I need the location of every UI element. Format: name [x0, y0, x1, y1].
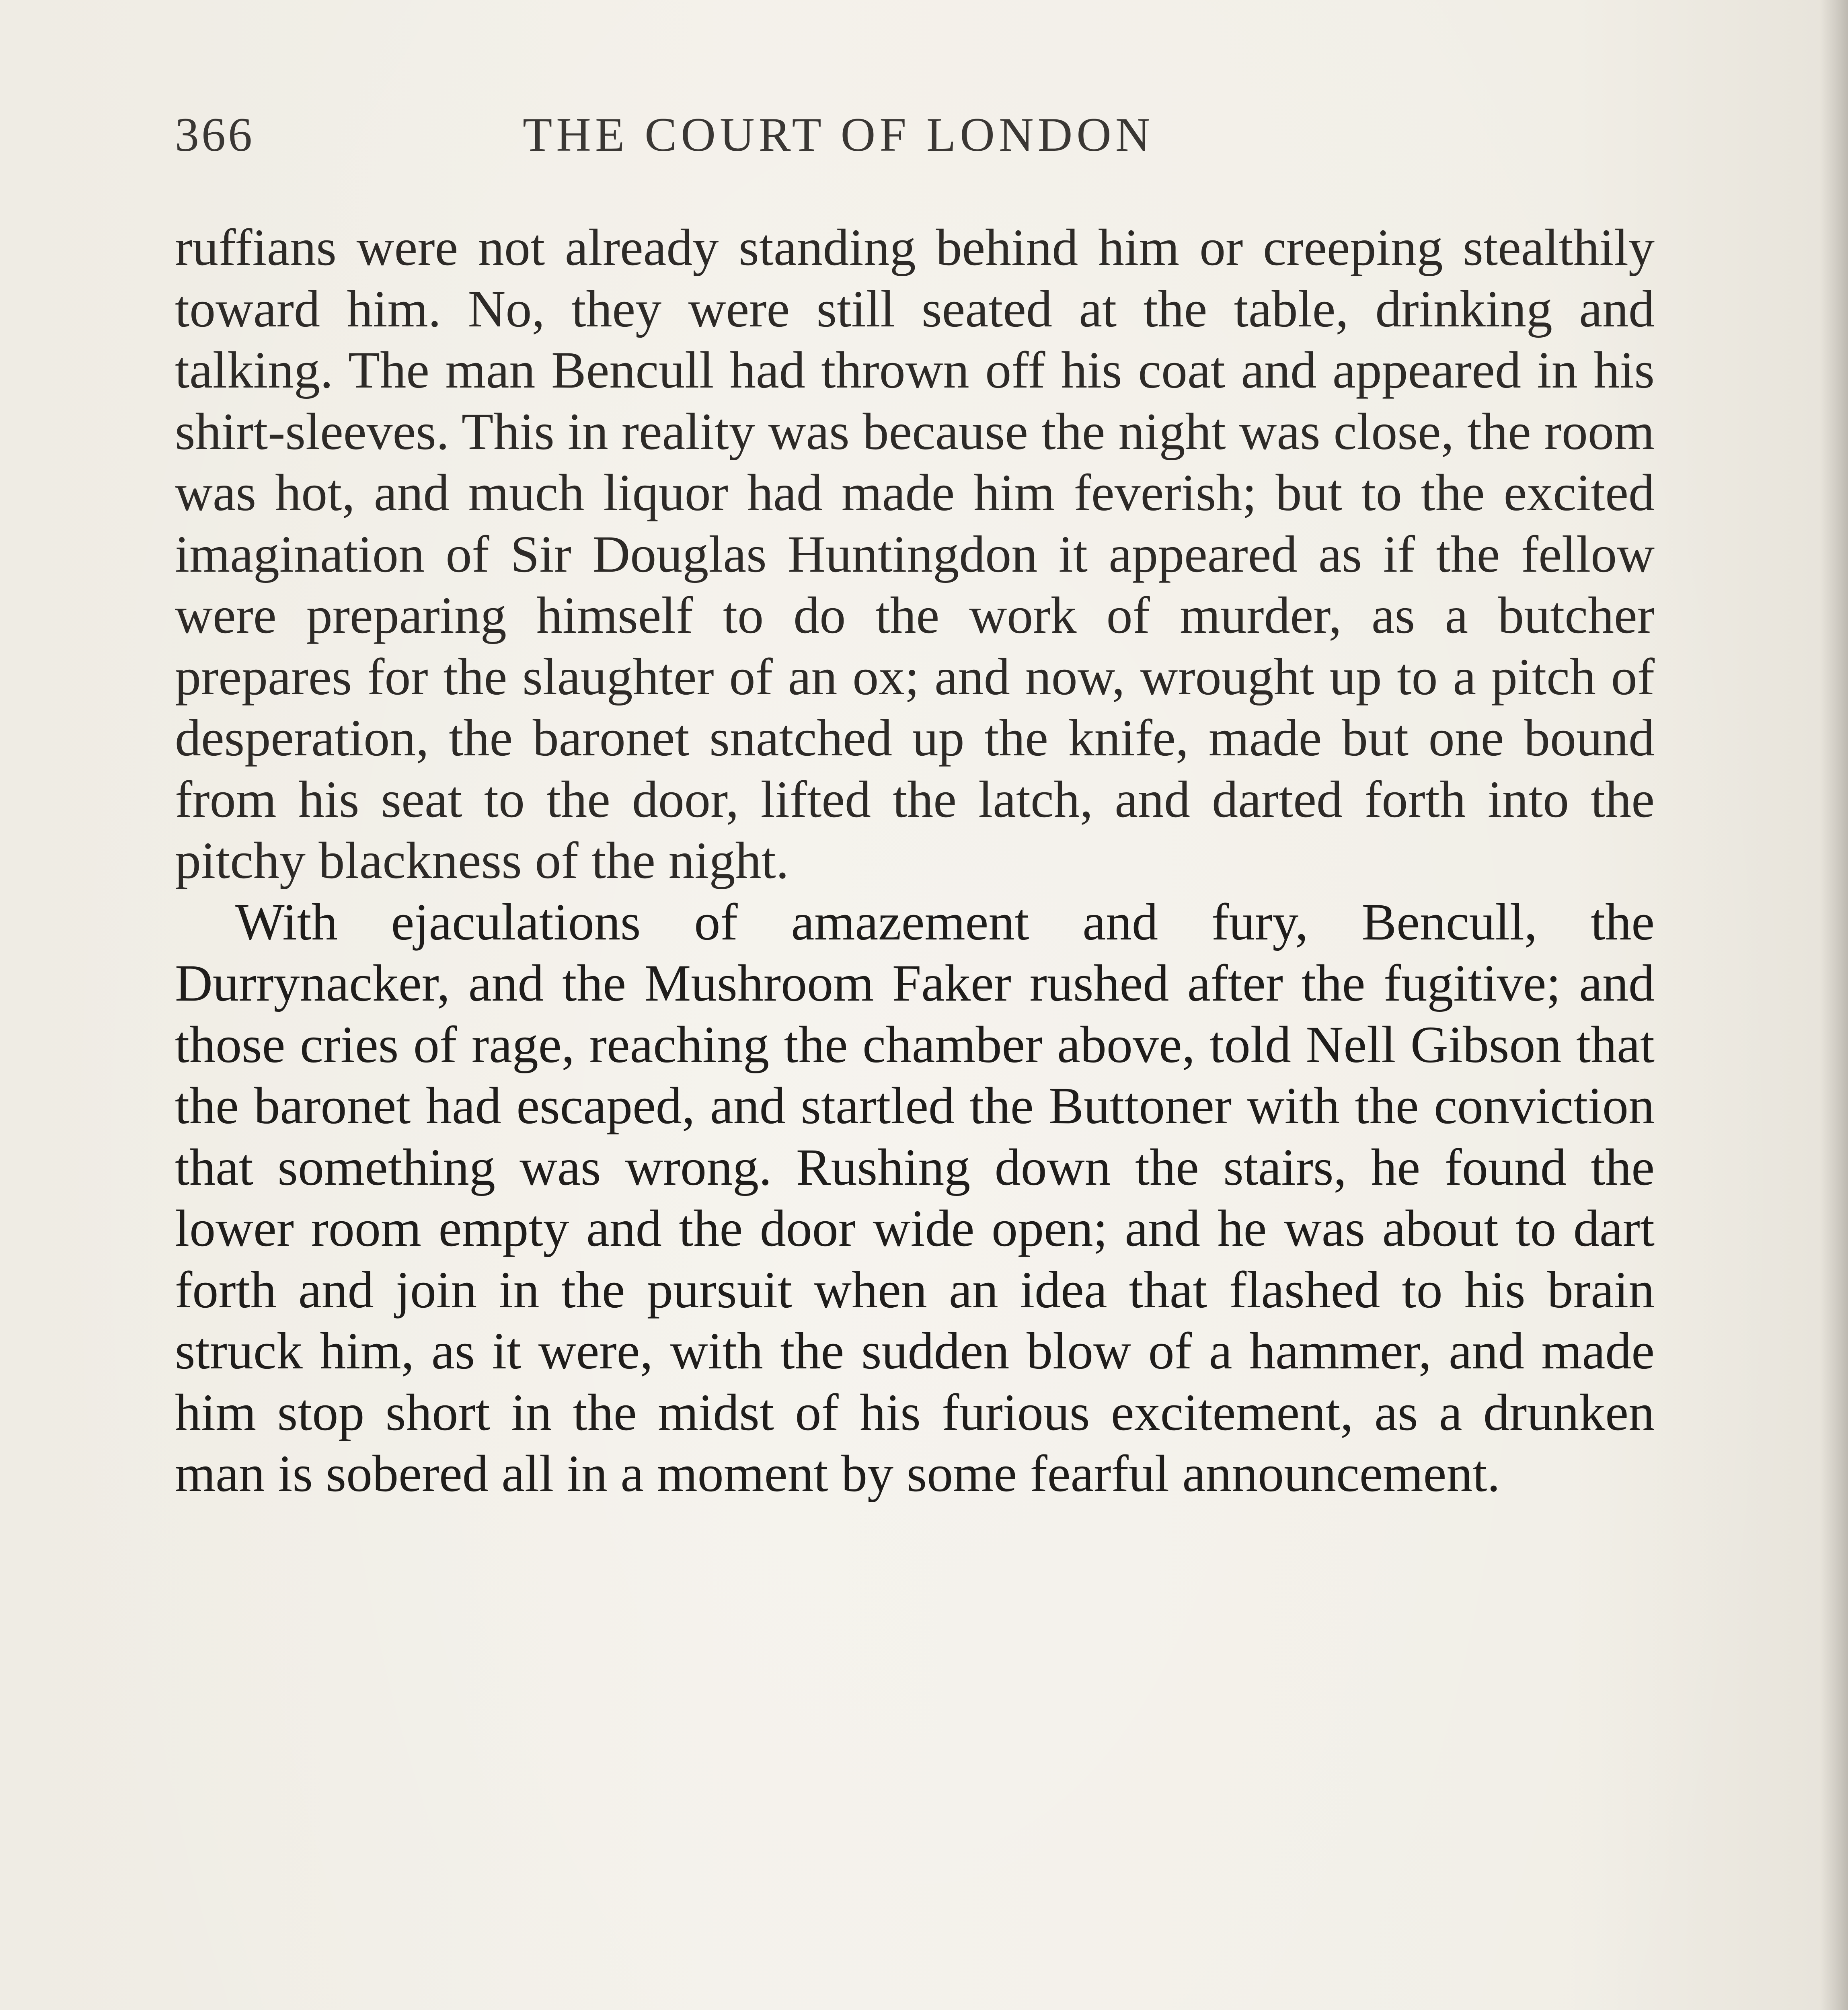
running-head: THE COURT OF LONDON [523, 108, 1154, 161]
page-number: 366 [175, 108, 255, 161]
page-header [175, 100, 1309, 169]
page-edge-shadow [1820, 0, 1848, 2010]
body-text [175, 217, 1655, 1505]
paragraph-continued: ruffians were not already standing behind him or creeping stealthily toward him. No, they were still seated at the table, drinking and talking. The man Bencull had thrown off his coat and appeared in his shirt-sleeves. This in reality was because the night was close, the room was hot, and much liquor had made him feverish; but to the excited imagination of Sir Douglas Huntingdon it appeared as if the fellow were preparing himself to do the work of murder, as a butcher prepares for the slaughter of an ox; and now, wrought up to a pitch of desperation, the baronet snatched up the knife, made but one bound from his seat to the door, lifted the latch, and darted forth into the pitchy blackness of the night. [175, 219, 1655, 890]
paragraph: With ejaculations of amazement and fury, Bencull, the Durrynacker, and the Mushroom Faker rushed after the fugitive; and those cries of rage, reaching the chamber above, told Nell Gibson that the baronet had escaped, and startled the Buttoner with the conviction that something was wrong. Rushing down the stairs, he found the lower room empty and the door wide open; and he was about to dart forth and join in the pursuit when an idea that flashed to his brain struck him, as it were, with the sudden blow of a hammer, and made him stop short in the midst of his furious excitement, as a drunken man is sobered all in a moment by some fearful announcement. [175, 893, 1655, 1503]
